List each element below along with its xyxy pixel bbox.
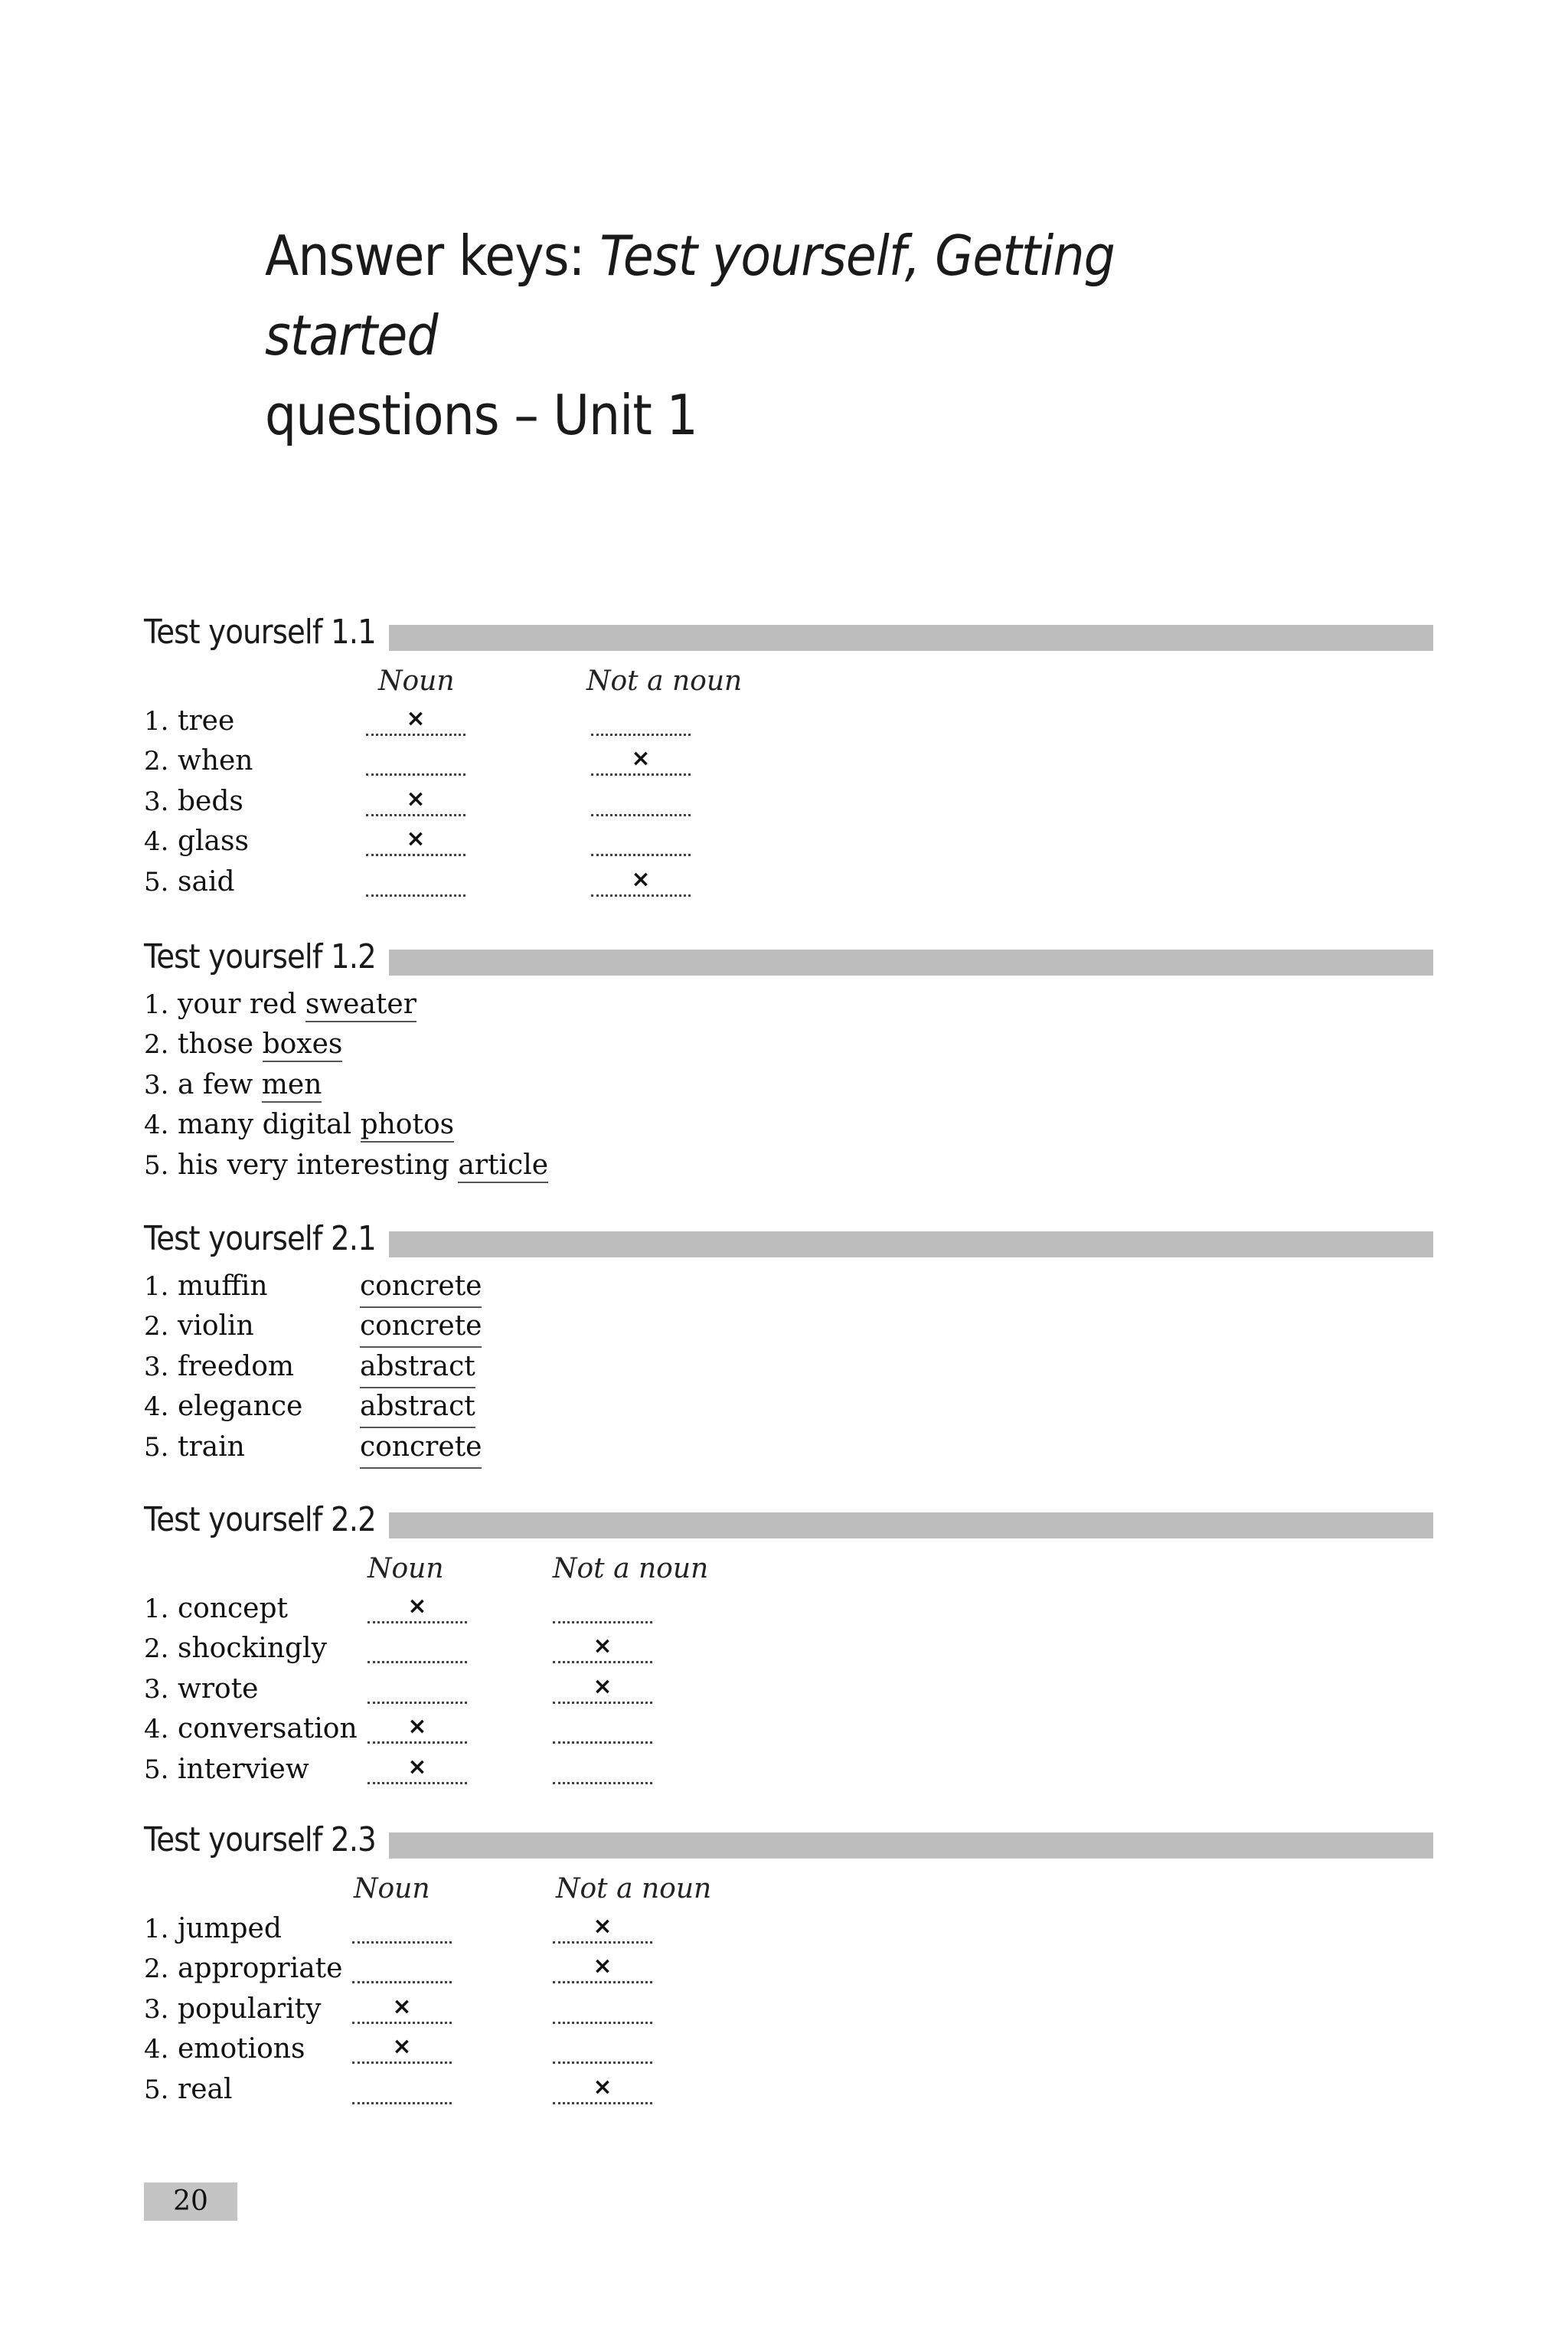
noun-slot-empty [352, 1915, 452, 1944]
column-header-noun: Noun [378, 665, 455, 697]
column-header-not-a-noun: Not a noun [556, 1873, 712, 1905]
column-header-noun: Noun [368, 1553, 444, 1584]
item-word: concept [178, 1593, 288, 1624]
item-word: muffin [178, 1270, 268, 1302]
noun-slot-checked: × [352, 1996, 452, 2024]
list-item [144, 862, 1216, 902]
phrase [178, 1105, 454, 1145]
phrase [178, 1025, 342, 1064]
not-noun-slot-empty [553, 1756, 652, 1784]
noun-slot-checked: × [368, 1595, 467, 1623]
answer-underlined: concrete [360, 1267, 482, 1308]
noun-slot-empty [352, 2076, 452, 2104]
phrase-modifiers: those [178, 1028, 263, 1061]
list-item [144, 1146, 1216, 1185]
answer-underlined: abstract [360, 1387, 475, 1428]
section-bar [389, 1512, 1433, 1538]
item-number: 5. [144, 1754, 169, 1785]
not-noun-slot-empty [553, 2035, 652, 2064]
item-number: 4. [144, 1110, 169, 1141]
noun-slot-checked: × [368, 1715, 467, 1744]
section-bar [389, 1231, 1433, 1257]
phrase-modifiers: your red [178, 989, 305, 1020]
title-italic: Test yourself, Getting started [265, 224, 1115, 368]
noun-slot-checked: × [352, 2035, 452, 2064]
section-label: Test yourself 2.1 [144, 1219, 376, 1258]
list-item [144, 701, 1216, 741]
list-item [144, 2070, 1216, 2110]
item-number: 2. [144, 1029, 169, 1061]
list-item [144, 2029, 1216, 2069]
item-word: violin [178, 1310, 254, 1342]
section-test-2-3 [144, 1817, 1433, 2116]
list-item [144, 1387, 1216, 1427]
answer-underlined: concrete [360, 1306, 482, 1348]
list-item [144, 1669, 1216, 1709]
item-number: 2. [144, 1633, 169, 1665]
item-word: freedom [178, 1350, 294, 1382]
section-label: Test yourself 1.1 [144, 613, 376, 652]
column-header-not-a-noun: Not a noun [586, 665, 743, 697]
list-item [144, 1909, 1216, 1949]
phrase [178, 1146, 548, 1185]
item-number: 5. [144, 1149, 169, 1181]
item-number: 3. [144, 1673, 169, 1705]
not-noun-slot-empty [591, 788, 691, 816]
list-item [144, 1427, 1216, 1467]
item-number: 3. [144, 1351, 169, 1382]
section-test-2-1 [144, 1216, 1433, 1476]
item-word: real [178, 2073, 233, 2105]
answer-underlined: abstract [360, 1347, 475, 1388]
noun-slot-empty [368, 1635, 467, 1663]
answer-underlined: concrete [360, 1427, 482, 1469]
item-number: 4. [144, 2034, 169, 2065]
item-number: 4. [144, 1391, 169, 1423]
section-bar [389, 1833, 1433, 1859]
list-item [144, 1949, 1216, 1989]
list-item [144, 1750, 1216, 1790]
list-item [144, 1267, 1216, 1306]
phrase-modifiers: many digital [178, 1109, 361, 1141]
item-word: jumped [178, 1913, 282, 1944]
list-item [144, 985, 1216, 1025]
item-word: elegance [178, 1391, 303, 1423]
section-header [144, 1497, 1433, 1543]
not-noun-slot-checked: × [591, 868, 691, 897]
list-item [144, 1589, 1216, 1629]
section-header [144, 610, 1433, 656]
section-bar [389, 950, 1433, 976]
page-number: 20 [144, 2182, 237, 2221]
section-label: Test yourself 2.3 [144, 1820, 376, 1859]
item-number: 1. [144, 1914, 169, 1944]
section-test-1-2 [144, 934, 1433, 1195]
column-header-noun: Noun [354, 1873, 430, 1905]
not-noun-slot-checked: × [553, 1676, 652, 1704]
list-item [144, 1025, 1216, 1064]
list-item [144, 1990, 1216, 2029]
phrase-modifiers: a few [178, 1068, 262, 1100]
item-number: 2. [144, 1311, 169, 1342]
section-label: Test yourself 2.2 [144, 1500, 376, 1539]
item-number: 4. [144, 1714, 169, 1745]
list-item [144, 782, 1216, 822]
title-line2: questions – Unit 1 [265, 383, 697, 447]
noun-slot-empty [366, 747, 466, 776]
item-word: emotions [178, 2033, 305, 2065]
list-item [144, 1709, 1216, 1749]
section-header [144, 1817, 1433, 1863]
item-word: said [178, 865, 235, 897]
not-noun-slot-checked: × [553, 1955, 652, 1983]
phrase-modifiers: his very interesting [178, 1149, 459, 1181]
list-item [144, 822, 1216, 862]
list-item [144, 741, 1216, 781]
column-header-not-a-noun: Not a noun [553, 1553, 709, 1584]
not-noun-slot-empty [553, 1595, 652, 1623]
not-noun-slot-empty [591, 828, 691, 856]
item-number: 1. [144, 1271, 169, 1302]
page-title [265, 216, 1298, 455]
list-item [144, 1629, 1216, 1669]
phrase [178, 985, 416, 1025]
list-item [144, 1347, 1216, 1387]
section-label: Test yourself 1.2 [144, 937, 376, 976]
item-word: beds [178, 785, 243, 817]
item-word: shockingly [178, 1633, 327, 1665]
not-noun-slot-empty [553, 1996, 652, 2024]
section-header [144, 934, 1433, 980]
item-word: when [178, 745, 253, 777]
item-number: 3. [144, 786, 169, 817]
not-noun-slot-empty [591, 708, 691, 736]
list-item [144, 1105, 1216, 1145]
item-word: wrote [178, 1672, 259, 1705]
item-word: popularity [178, 1993, 322, 2025]
item-number: 3. [144, 1069, 169, 1100]
underlined-noun: sweater [305, 989, 416, 1022]
item-number: 1. [144, 706, 169, 737]
section-test-2-2 [144, 1497, 1433, 1796]
noun-slot-empty [352, 1955, 452, 1983]
item-word: appropriate [178, 1953, 343, 1985]
item-word: interview [178, 1753, 309, 1785]
noun-slot-checked: × [366, 708, 466, 736]
not-noun-slot-checked: × [553, 2076, 652, 2104]
not-noun-slot-checked: × [591, 747, 691, 776]
not-noun-slot-empty [553, 1715, 652, 1744]
not-noun-slot-checked: × [553, 1635, 652, 1663]
noun-slot-empty [366, 868, 466, 897]
noun-slot-empty [368, 1676, 467, 1704]
noun-slot-checked: × [366, 828, 466, 856]
not-noun-slot-checked: × [553, 1915, 652, 1944]
section-bar [389, 625, 1433, 651]
item-word: glass [178, 826, 249, 858]
phrase [178, 1065, 322, 1105]
item-number: 1. [144, 989, 169, 1020]
noun-slot-checked: × [366, 788, 466, 816]
item-number: 4. [144, 826, 169, 858]
underlined-noun: article [458, 1149, 548, 1183]
item-word: conversation [178, 1713, 358, 1745]
item-number: 1. [144, 1594, 169, 1624]
item-number: 5. [144, 1431, 169, 1463]
title-prefix: Answer keys: [265, 224, 600, 288]
list-item [144, 1306, 1216, 1346]
noun-slot-checked: × [368, 1756, 467, 1784]
item-number: 2. [144, 746, 169, 777]
underlined-noun: photos [361, 1109, 455, 1143]
item-number: 5. [144, 866, 169, 897]
section-header [144, 1216, 1433, 1262]
underlined-noun: boxes [263, 1028, 343, 1062]
item-number: 5. [144, 2074, 169, 2105]
list-item [144, 1065, 1216, 1105]
section-test-1-1 [144, 610, 1433, 908]
item-word: train [178, 1430, 245, 1463]
underlined-noun: men [262, 1069, 322, 1103]
item-number: 3. [144, 1993, 169, 2025]
item-number: 2. [144, 1954, 169, 1985]
item-word: tree [178, 705, 235, 737]
